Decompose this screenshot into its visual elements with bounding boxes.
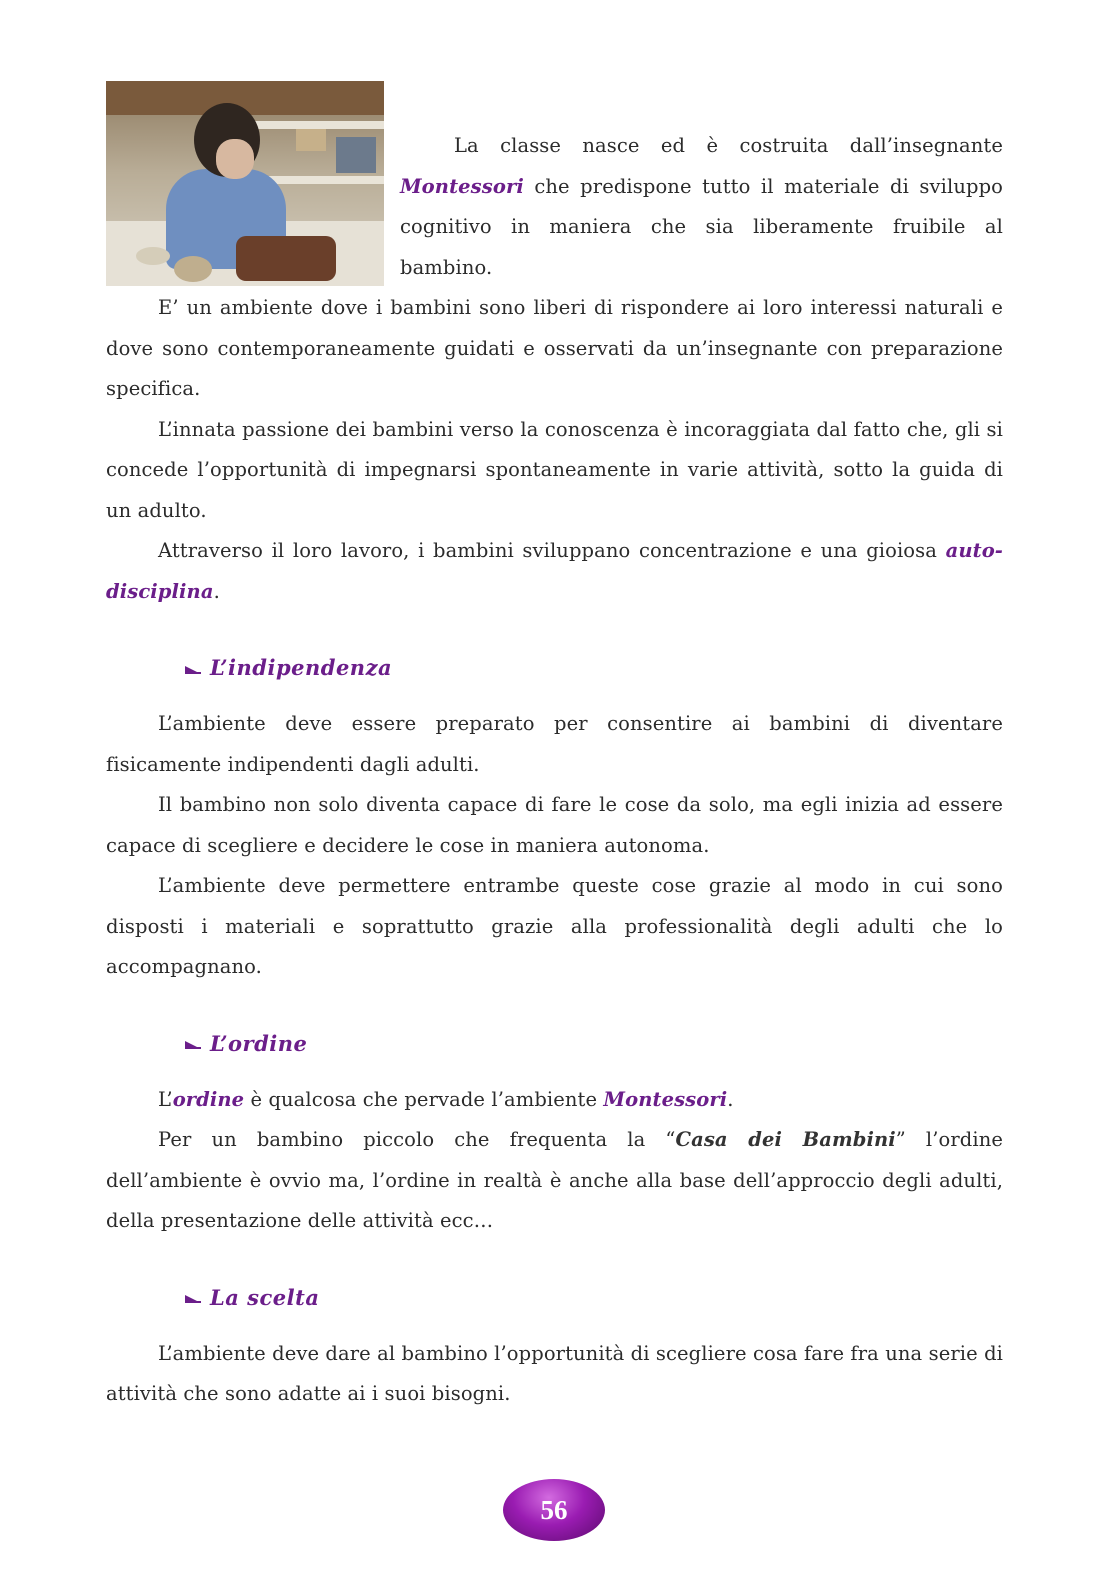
child-at-table-photo (106, 81, 384, 286)
casa-dei-bambini-emphasis: Casa dei Bambini (675, 1128, 896, 1151)
ordine-emphasis: ordine (172, 1087, 245, 1111)
flag-arrow-icon (184, 1293, 202, 1305)
intro-paragraph-2: E’ un ambiente dove i bambini sono liberi di rispondere ai loro interessi naturali e dove sono contemporaneamente guidati e osservati da un’insegnante con preparazione specifica. (106, 296, 1003, 400)
section-heading-scelta: La scelta (106, 1272, 1003, 1324)
ordine-paragraph-1: L’ordine è qualcosa che pervade l’ambiente Montessori. (158, 1087, 734, 1111)
autodisciplina-emphasis: auto-disciplina (106, 539, 1003, 603)
flag-arrow-icon (184, 1039, 202, 1051)
indipendenza-paragraph-3: L’ambiente deve permettere entrambe queste cose grazie al modo in cui sono disposti i materiali e soprattutto grazie alla professionalità degli adulti che lo accompagnano. (106, 874, 1003, 978)
intro-paragraph-1: La classe nasce ed è costruita dall’insegnante Montessori che predispone tutto il materiale di sviluppo cognitivo in maniera che sia liberamente fruibile al bambino. (400, 134, 1003, 279)
ordine-paragraph-2: Per un bambino piccolo che frequenta la “Casa dei Bambini” l’ordine dell’ambiente è ovvio ma, l’ordine in realtà è anche alla base dell’approccio degli adulti, della presentazione delle attività ecc… (106, 1128, 1004, 1232)
page-content (106, 60, 1003, 1415)
flag-arrow-icon (184, 664, 202, 676)
indipendenza-paragraph-1: L’ambiente deve essere preparato per consentire ai bambini di diventare fisicamente indipendenti dagli adulti. (106, 712, 1003, 776)
intro-paragraph-4: Attraverso il loro lavoro, i bambini sviluppano concentrazione e una gioiosa auto-disciplina. (106, 539, 1003, 603)
scelta-paragraph-1: L’ambiente deve dare al bambino l’opportunità di scegliere cosa fare fra una serie di attività che sono adatte ai i suoi bisogni. (106, 1341, 1003, 1405)
section-heading-indipendenza: L’indipendenza (106, 642, 1003, 694)
section-heading-ordine: L’ordine (106, 1018, 1003, 1070)
intro-paragraph-3: L’innata passione dei bambini verso la conoscenza è incoraggiata dal fatto che, gli si concede l’opportunità di impegnarsi spontaneamente in varie attività, sotto la guida di un adulto. (106, 417, 1003, 522)
indipendenza-paragraph-2: Il bambino non solo diventa capace di fare le cose da solo, ma egli inizia ad essere capace di scegliere e decidere le cose in maniera autonoma. (106, 793, 1003, 857)
montessori-emphasis: Montessori (400, 174, 524, 198)
montessori-emphasis: Montessori (603, 1087, 728, 1111)
page-number-badge: 56 (503, 1479, 605, 1541)
